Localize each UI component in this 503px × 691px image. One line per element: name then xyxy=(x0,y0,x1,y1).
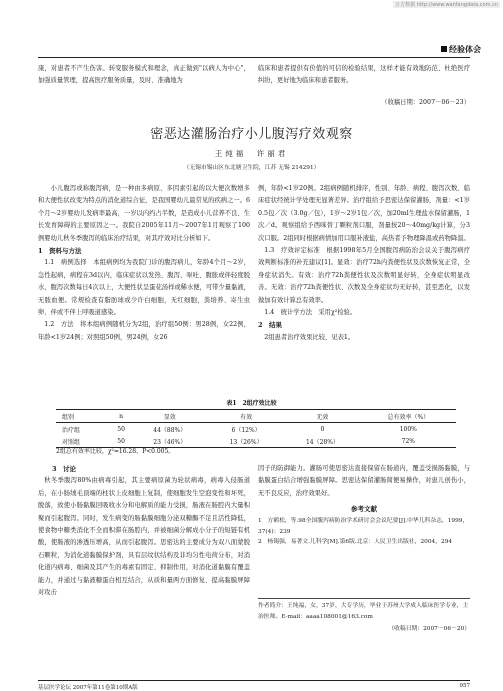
article-title: 密恶达灌肠治疗小儿腹泻疗效观察 xyxy=(150,127,353,142)
prev-article-right: 临床和患者提供有价值的可信的检验结果，这样才能有效地防范、杜绝医疗纠纷，更好地为临床和患者服务。 xyxy=(258,65,470,85)
table-cell: 72% xyxy=(361,435,456,448)
column-right-top xyxy=(258,183,470,344)
results-table xyxy=(56,409,456,448)
column-left-top xyxy=(38,183,250,344)
column-left-bottom xyxy=(38,463,250,599)
paragraph-treatment: 例，年龄<1岁20例。2组病例随机排序，性别、年龄、病程、腹泻次数、临床症状经统计学处理无显著差异。治疗组给予思密达保留灌肠，剂量：<1岁0.5包／次（3.0g／包），1岁～2岁1包／次，加20ml生理盐水保留灌肠，1次／d。观察组给予西咪替丁颗粒剂口服，剂量按20～40mg/kg计算，分3次口服。2组同时根据病情加用口服补液盐，高热者予物理降温或药物降温。 xyxy=(258,185,470,242)
table-cell: 23（46%） xyxy=(132,435,208,448)
table-header-cell: n xyxy=(111,410,132,423)
paragraph-results: 2组患者治疗效果比较，见表1。 xyxy=(264,333,355,341)
paragraph-statistics: 1.4 统计学方法 采用χ²检验。 xyxy=(264,309,357,317)
table-header-cell: 总有效率（%） xyxy=(361,410,456,423)
table-cell: 50 xyxy=(111,435,132,448)
journal-footer: 基层医学论坛 2007年第11卷第10期A版 xyxy=(38,685,138,691)
article-authors: 王纯福 许丽君 xyxy=(214,149,289,158)
table-cell: 治疗组 xyxy=(62,426,81,434)
table-header-cell: 显效 xyxy=(132,410,208,423)
paragraph-criteria: 1.3 疗效评定标准 根据1998年5月全国腹泻病防治会议关于腹泻病疗效判断标准的补充建议[1]。显效：治疗72h内粪便性状及次数恢复正常，全身症状消失。有效：治疗72h粪便性状及次数明显好转，全身症状明显改善。无效：治疗72h粪便性状、次数及全身症状均无好转，甚至恶化，以发做加有效计算总有效率。 xyxy=(258,247,470,304)
top-rule xyxy=(38,57,470,58)
table-cell: 100% xyxy=(399,425,417,433)
paragraph-discussion-cont: 因子的防御能力。灌肠可使思密达直接保留在肠道内，覆盖受损肠黏膜，与黏膜蛋白结合增强黏膜屏障。思密达保留灌肠简便易操作，对患儿创伤小，无不良反应，治疗效果好。 xyxy=(258,465,470,497)
intro-paragraph: 小儿腹泻或称腹泻病，是一种由多病原、多因素引起的以大便次数增多和大便性状改变为特点的消化道综合征，是我国婴幼儿最常见的疾病之一。6个月～2岁婴幼儿发病率最高，一岁以内约占半数，是造成小儿营养不良、生长发育障碍的主要原因之一。我院自2005年11月～2007年1月观察了100例婴幼儿秋冬季腹泻的临床治疗结果，对其疗效对比分析如下。 xyxy=(38,185,250,242)
table-cell: 6（12%） xyxy=(231,426,261,434)
prev-article-left: 康，对患者不产生伤害。转变服务模式和理念，真正做到"以病人为中心"，加强质量管理，提高医疗服务质量，及时、准确地为 xyxy=(38,65,250,85)
paragraph-discussion: 秋冬季腹泻80%由病毒引起，其主要病原菌为轮状病毒，病毒入侵肠道后，在小肠绒毛顶端的柱状上皮细胞上复制，使细胞发生空泡变性和坏死，脱落，致使小肠黏膜回吸收水分和电解质的能力受损，肠液在肠腔内大量积聚而引起腹泻。同时，发生病变的肠黏膜细胞分泌双糖酶不足且活性降低，使食物中糖类消化不全而积滞在肠腔内，并被细菌分解成小分子的短链有机酸，使肠液的渗透压增高，从而引起腹泻。思密达的主要成分为双八面蒙脱石颗粒，为消化道黏膜保护剂，具有层纹状结构及非均匀性电荷分布，对消化道内病毒、细菌及其产生的毒素有固定、抑制作用，对消化道黏膜有覆盖能力，并通过与黏液糖蛋白相互结合，从质和量两方面修复、提高黏膜屏障对攻击 xyxy=(38,477,250,597)
article-affiliation: （无锡市锡山区东北塘卫生院，江苏 无锡 214291） xyxy=(183,165,320,171)
table-cell: 0 xyxy=(320,425,325,433)
reference-item: 2 杨锡强，易著文.儿科学[M].第6版.北京：人民卫生出版社，2004，294 xyxy=(258,539,453,546)
author-info-rule xyxy=(258,598,470,599)
table-cell: 50 xyxy=(117,425,125,433)
section-tag-label: 经验体会 xyxy=(449,45,481,54)
table-cell: 13（26%） xyxy=(208,435,284,448)
table-header-cell: 组别 xyxy=(56,410,111,423)
paragraph-case-selection: 1.1 病例选择 本组病例均为我院门诊的腹泻病儿，年龄4个月～2岁，急性起病，病程在3d以内，临床症状以发热、腹泻、呕吐、腹胀或伴轻度脱水，腹泻次数每日4次以上，大便性状呈蛋花汤样或稀水便，可带少量黏液，无脓血便。常规检查有脂肪球或少许白细胞，无红细胞，粪培养、寄生虫卵、伴或不伴上呼吸道感染。 xyxy=(38,259,250,317)
prev-received-date: （收稿日期：2007－06－23） xyxy=(381,99,470,106)
column-right-bottom xyxy=(258,463,470,548)
author-info: 作者简介：王纯福，女，37岁，大专学历，毕业于苏州大学成人临床医学专业，主治医师。E-mail：aaaa108001@163.com xyxy=(258,603,469,620)
section-heading-methods: 1 资料与方法 xyxy=(38,247,82,256)
table-header-cell: 有效 xyxy=(208,410,284,423)
section-heading-results: 2 结果 xyxy=(258,321,283,330)
references-heading: 参考文献 xyxy=(351,505,377,514)
table-header-row xyxy=(56,410,456,423)
page-number: 957 xyxy=(459,683,470,689)
table-row xyxy=(56,423,456,436)
section-heading-discussion: 3 讨论 xyxy=(52,465,77,473)
table-caption: 表1 2组疗效比较 xyxy=(226,400,277,407)
received-date: （收稿日期：2007－06－20） xyxy=(388,626,470,632)
paragraph-method: 1.2 方法 将本组病例随机分为2组，治疗组50例：男28例，女22例，年龄<1岁24例；对照组50例，男24例，女26 xyxy=(38,321,250,341)
watermark: 万方数据 http://www.wanfangdata.com.cn xyxy=(395,2,498,8)
table-header-cell: 无效 xyxy=(284,410,360,423)
square-bullet-icon xyxy=(441,46,447,52)
table-cell: 14（28%） xyxy=(284,435,360,448)
reference-item: 1 方鹤松，等.98全国腹泻病防治学术研讨会会议纪要[J].中华儿科杂志，1999，37(4)：239 xyxy=(258,518,469,535)
table-cell: 对照组 xyxy=(56,435,111,448)
footer-rule xyxy=(38,680,470,681)
table-note: 2组总有效率比较，χ²=16.28，P<0.005。 xyxy=(56,448,175,455)
section-tag xyxy=(441,44,481,55)
table-cell: 44（88%） xyxy=(153,426,187,434)
